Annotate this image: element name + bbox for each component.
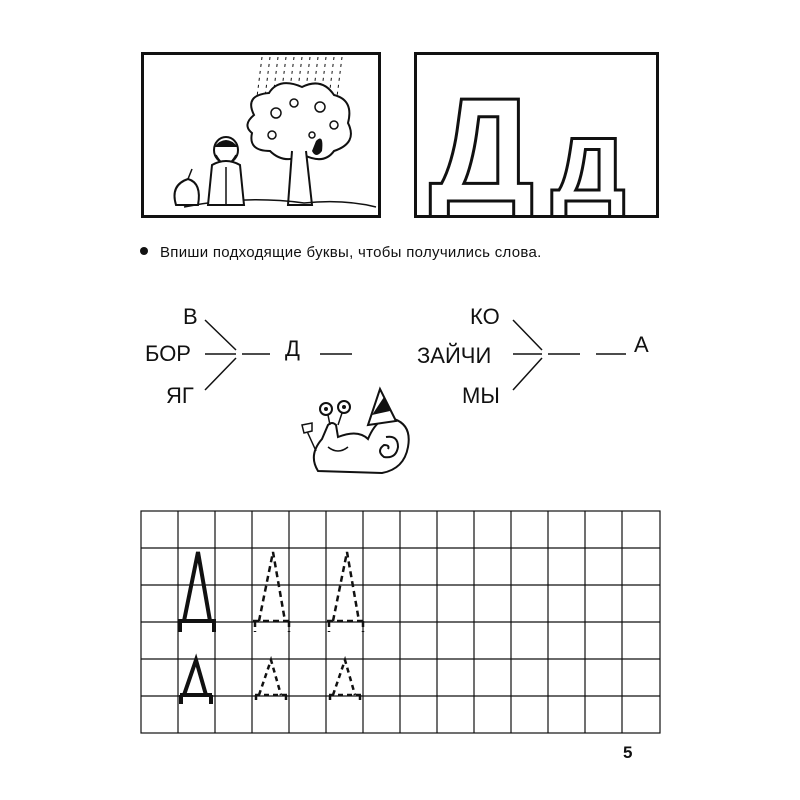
snail-icon	[298, 385, 418, 485]
left-prefix-1: В	[183, 304, 198, 329]
large-letter-solid	[178, 552, 216, 632]
right-prefix-1: КО	[470, 304, 500, 329]
letter-card	[414, 52, 659, 218]
winter-scene-icon	[144, 55, 378, 215]
illustration-frame	[141, 52, 381, 218]
right-connector-lines	[508, 310, 638, 400]
left-middle-letter: Д	[285, 336, 300, 361]
outline-letter-d-icon	[417, 55, 656, 215]
left-prefix-2: БОР	[145, 341, 191, 366]
small-letter-dashed-2	[329, 660, 361, 704]
small-letter-solid	[180, 660, 212, 704]
instruction-text: Впиши подходящие буквы, чтобы получились слова.	[160, 244, 542, 261]
large-letter-dashed-2	[327, 552, 365, 632]
page-number: 5	[623, 743, 633, 762]
practice-grid	[140, 510, 662, 735]
large-letter-dashed-1	[253, 552, 291, 632]
right-ending-letter: А	[634, 332, 649, 357]
letter-upper: Д	[429, 68, 535, 215]
bullet-icon	[140, 247, 148, 255]
right-prefix-2: ЗАЙЧИ	[417, 343, 492, 368]
left-prefix-3: ЯГ	[166, 383, 194, 408]
instruction	[140, 244, 542, 261]
right-prefix-3: МЫ	[462, 383, 500, 408]
letter-lower: д	[551, 95, 626, 215]
small-letter-dashed-1	[255, 660, 287, 704]
